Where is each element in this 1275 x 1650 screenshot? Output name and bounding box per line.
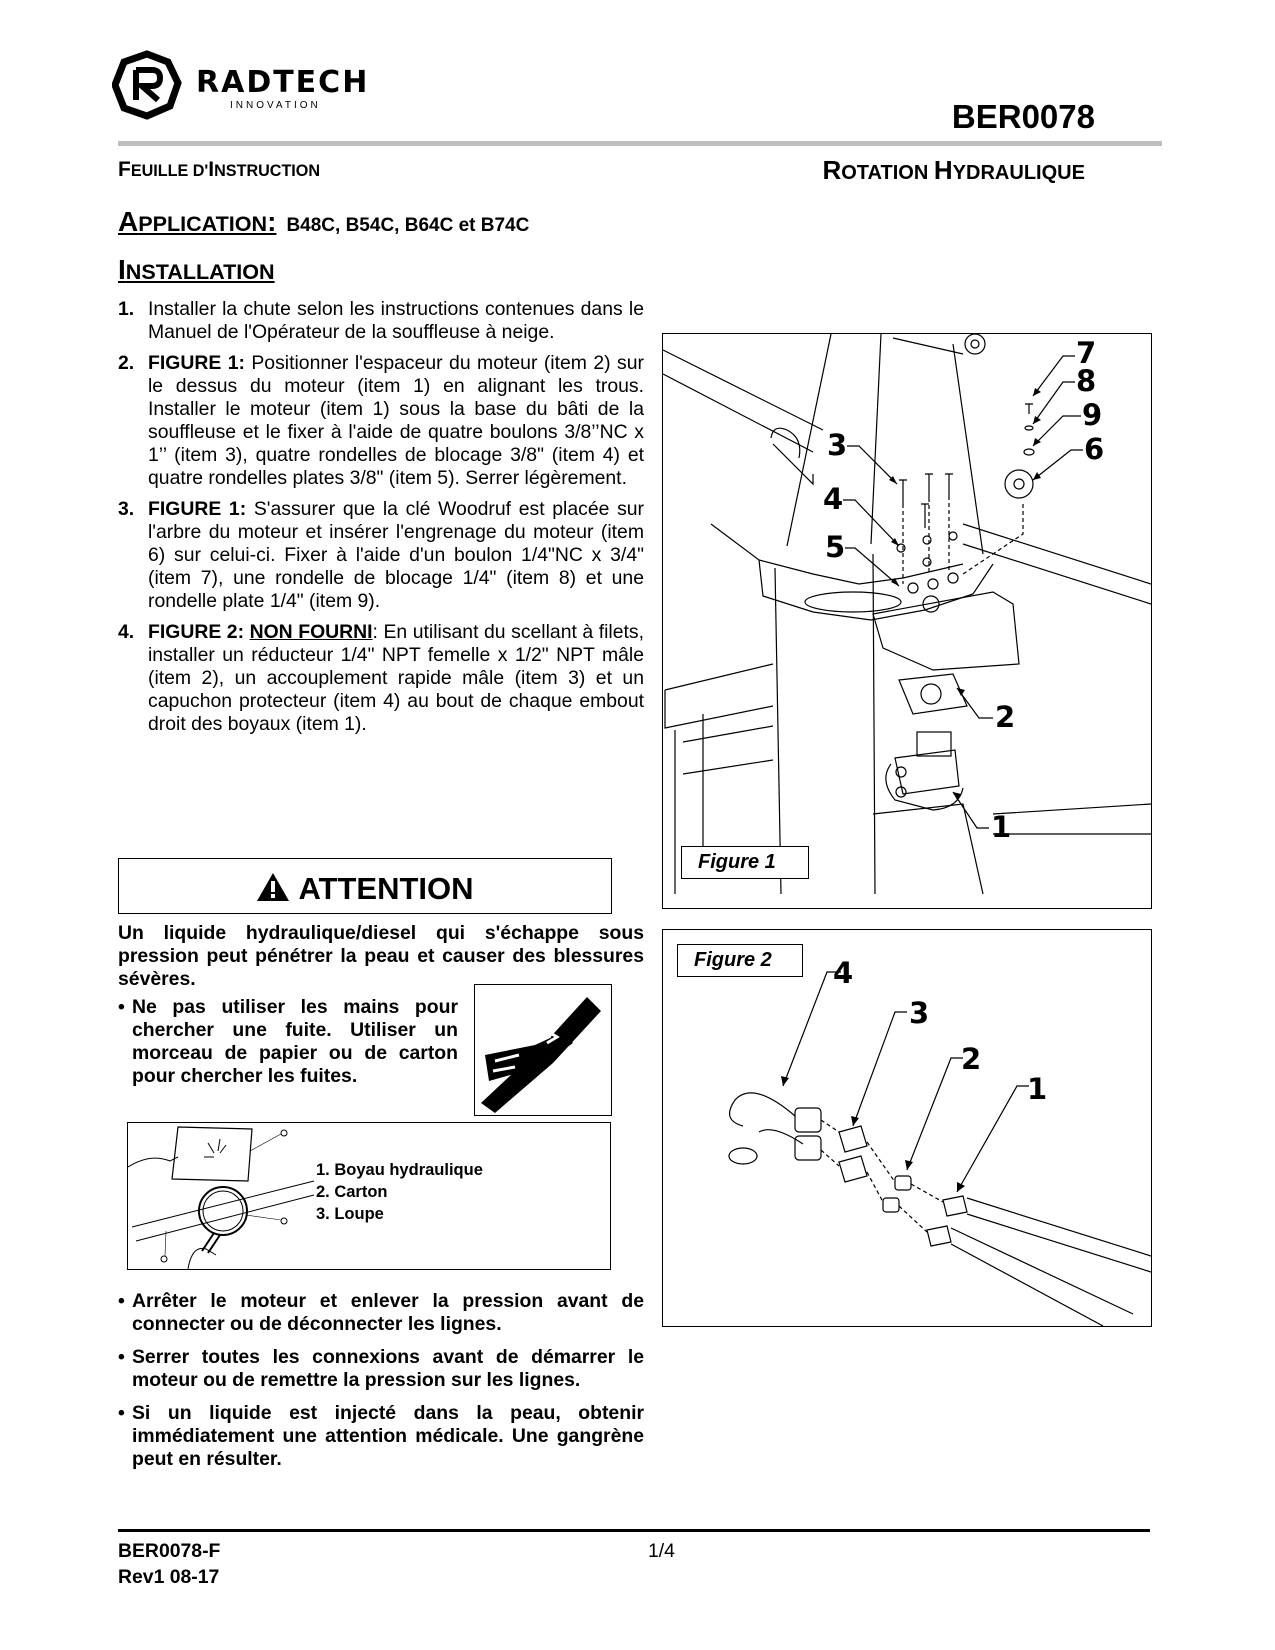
footer-rule [118,1529,1150,1532]
callout-1: 1 [1027,1072,1048,1106]
callout-7: 7 [1076,336,1097,370]
figure-1-label: Figure 1 [681,846,809,879]
callout-3: 3 [827,428,848,462]
application-heading: APPLICATION: B48C, B54C, B64C et B74C [118,206,530,237]
step-3: 3. FIGURE 1: S'assurer que la clé Woodruf est placée sur l'arbre du moteur et insérer l'engrenage du moteur (item 6) sur celui-ci. Fixer à l'aide d'un boulon 1/4"NC x 3/4" (item 7), une rondelle de blocage 1/4" (item 8) et une rondelle plate 1/4" (item 9). [118,498,645,612]
figure-2-label: Figure 2 [677,944,803,977]
magnifier-hand-icon [128,1123,318,1269]
radtech-logo-icon [112,50,412,120]
leak-check-illustration [127,1122,611,1270]
step-1: 1. Installer la chute selon les instructions contenues dans le Manuel de l'Opérateur de la souffleuse à neige. [118,298,644,343]
attention-bullets [118,1290,644,1481]
attention-label: ATTENTION [298,871,474,906]
document-code: BER0078 [951,98,1095,135]
step-2: 2. FIGURE 1: Positionner l'espaceur du moteur (item 2) sur le dessus du moteur (item 1) en alignant les trous. Installer le moteur (item 1) sous la base du bâti de la souffleuse et le fixer à l'aide de quatre boulons 3/8’’NC x 1’’ (item 3), quatre rondelles de blocage 3/8" (item 4) et quatre rondelles plates 3/8" (item 5). Serrer légèrement. [118,352,644,489]
footer-revision: Rev1 08-17 [118,1566,220,1588]
callout-4: 4 [823,482,844,516]
callout-6: 6 [1084,432,1105,466]
figure-1 [662,333,1152,909]
legend-item: 2. Carton [316,1183,388,1201]
hand-injection-icon [475,985,611,1115]
hand-injection-pictogram [474,984,612,1116]
callout-4: 4 [833,956,854,990]
step-4: 4. FIGURE 2: NON FOURNI: En utilisant du scellant à filets, installer un réducteur 1/4" NPT femelle x 1/2" NPT mâle (item 2), un accouplement rapide mâle (item 3) et un capuchon protecteur (item 4) au bout de chaque embout droit des boyaux (item 1). [118,621,644,735]
attention-bullet: • Serrer toutes les connexions avant de démarrer le moteur ou de remettre la pression sur les lignes. [118,1346,644,1391]
attention-box [118,858,612,914]
leak-check-legend [316,1159,483,1225]
callout-8: 8 [1076,364,1097,398]
installation-steps [118,298,644,744]
leak-check-drawing [128,1123,318,1269]
logo-text: RADTECH [196,65,370,100]
attention-body: Un liquide hydraulique/diesel qui s'échappe sous pression peut pénétrer la peau et causer des blessures sévères. [118,922,644,990]
hose-fittings-drawing [663,930,1151,1326]
legend-item: 3. Loupe [316,1205,384,1223]
attention-bullet: • Arrêter le moteur et enlever la pression avant de connecter ou de déconnecter les lignes. [118,1290,644,1335]
page-number: 1/4 [648,1540,675,1562]
header-rule [118,141,1162,146]
installation-heading: INSTALLATION [118,254,275,285]
attention-bullet-hands: • Ne pas utiliser les mains pour chercher une fuite. Utiliser un morceau de papier ou de carton pour chercher les fuites. [118,996,458,1087]
callout-2: 2 [961,1042,982,1076]
callout-9: 9 [1082,398,1103,432]
callout-2: 2 [995,700,1016,734]
attention-bullet: • Si un liquide est injecté dans la peau, obtenir immédiatement une attention médicale. Une gangrène peut en résulter. [118,1402,644,1470]
footer-document-code: BER0078-F [118,1540,221,1562]
figure-2 [662,929,1152,1327]
warning-icon [256,872,290,902]
application-models: B48C, B54C, B64C et B74C [286,215,530,236]
sheet-type: FEUILLE D'INSTRUCTION [118,158,321,181]
callout-3: 3 [909,996,930,1030]
logo-subtext: INNOVATION [230,100,321,111]
callout-5: 5 [825,530,846,564]
radtech-logo [112,50,412,120]
callout-1: 1 [991,810,1012,844]
motor-assembly-drawing [663,334,1151,908]
document-topic: ROTATION HYDRAULIQUE [822,155,1085,185]
legend-item: 1. Boyau hydraulique [316,1161,483,1179]
